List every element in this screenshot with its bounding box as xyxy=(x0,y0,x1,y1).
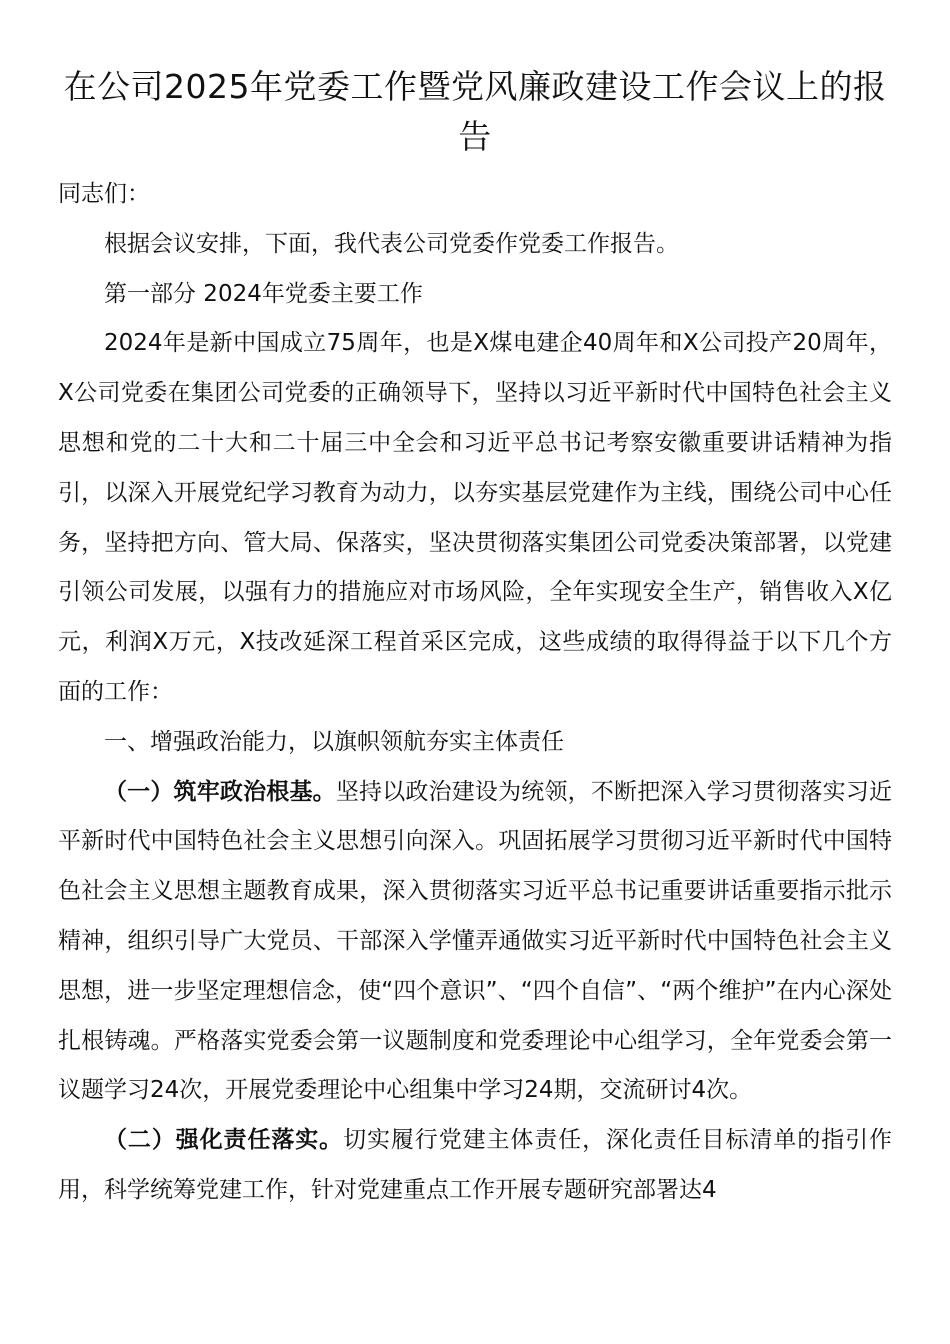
part-heading: 第一部分 2024年党委主要工作 xyxy=(104,280,423,307)
item-2-lead: （二）强化责任落实。 xyxy=(104,1127,344,1154)
item-1-text: 坚持以政治建设为统领，不断把深入学习贯彻落实习近平新时代中国特色社会主义思想引向深入。巩固拓展学习贯彻习近平新时代中国特色社会主义思想主题教育成果，深入贯彻落实习近平总书记重要讲话重要指示批示精神，组织引导广大党员、干部深入学懂弄通做实习近平新时代中国特色社会主义思想，进一步坚定理想信念，使“四个意识”、“四个自信”、“两个维护”在内心深处扎根铸魂。严格落实党委会第一议题制度和党委理论中心组学习，全年党委会第一议题学习24次，开展党委理论中心组集中学习24期，交流研讨4次。 xyxy=(58,778,893,1104)
document-title: 在公司2025年党委工作暨党风廉政建设工作会议上的报告 xyxy=(63,67,887,156)
item-paragraph-2 xyxy=(58,1116,892,1216)
item-1-lead: （一）筑牢政治根基。 xyxy=(104,778,336,805)
item-paragraph-1 xyxy=(58,768,892,1117)
document-body xyxy=(58,170,892,1216)
salutation: 同志们： xyxy=(58,181,150,207)
paragraph-summary: 2024年是新中国成立75周年，也是X煤电建企40周年和X公司投产20周年，X公司党委在集团公司党委的正确领导下，坚持以习近平新时代中国特色社会主义思想和党的二十大和二十届三中全会和习近平总书记考察安徽重要讲话精神为指引，以深入开展党纪学习教育为动力，以夯实基层党建作为主线，围绕公司中心任务，坚持把方向、管大局、保落实，坚决贯彻落实集团公司党委决策部署，以党建引领公司发展，以强有力的措施应对市场风险，全年实现安全生产，销售收入X亿元，利润X万元，X技改延深工程首采区完成，这些成绩的取得得益于以下几个方面的工作： xyxy=(58,330,892,705)
intro-paragraph: 根据会议安排，下面，我代表公司党委作党委工作报告。 xyxy=(104,230,679,257)
item-2-text: 切实履行党建主体责任，深化责任目标清单的指引作用，科学统筹党建工作，针对党建重点工作开展专题研究部署达4 xyxy=(58,1127,892,1203)
section-heading-1: 一、增强政治能力，以旗帜领航夯实主体责任 xyxy=(104,728,564,755)
document-page xyxy=(58,62,892,1216)
